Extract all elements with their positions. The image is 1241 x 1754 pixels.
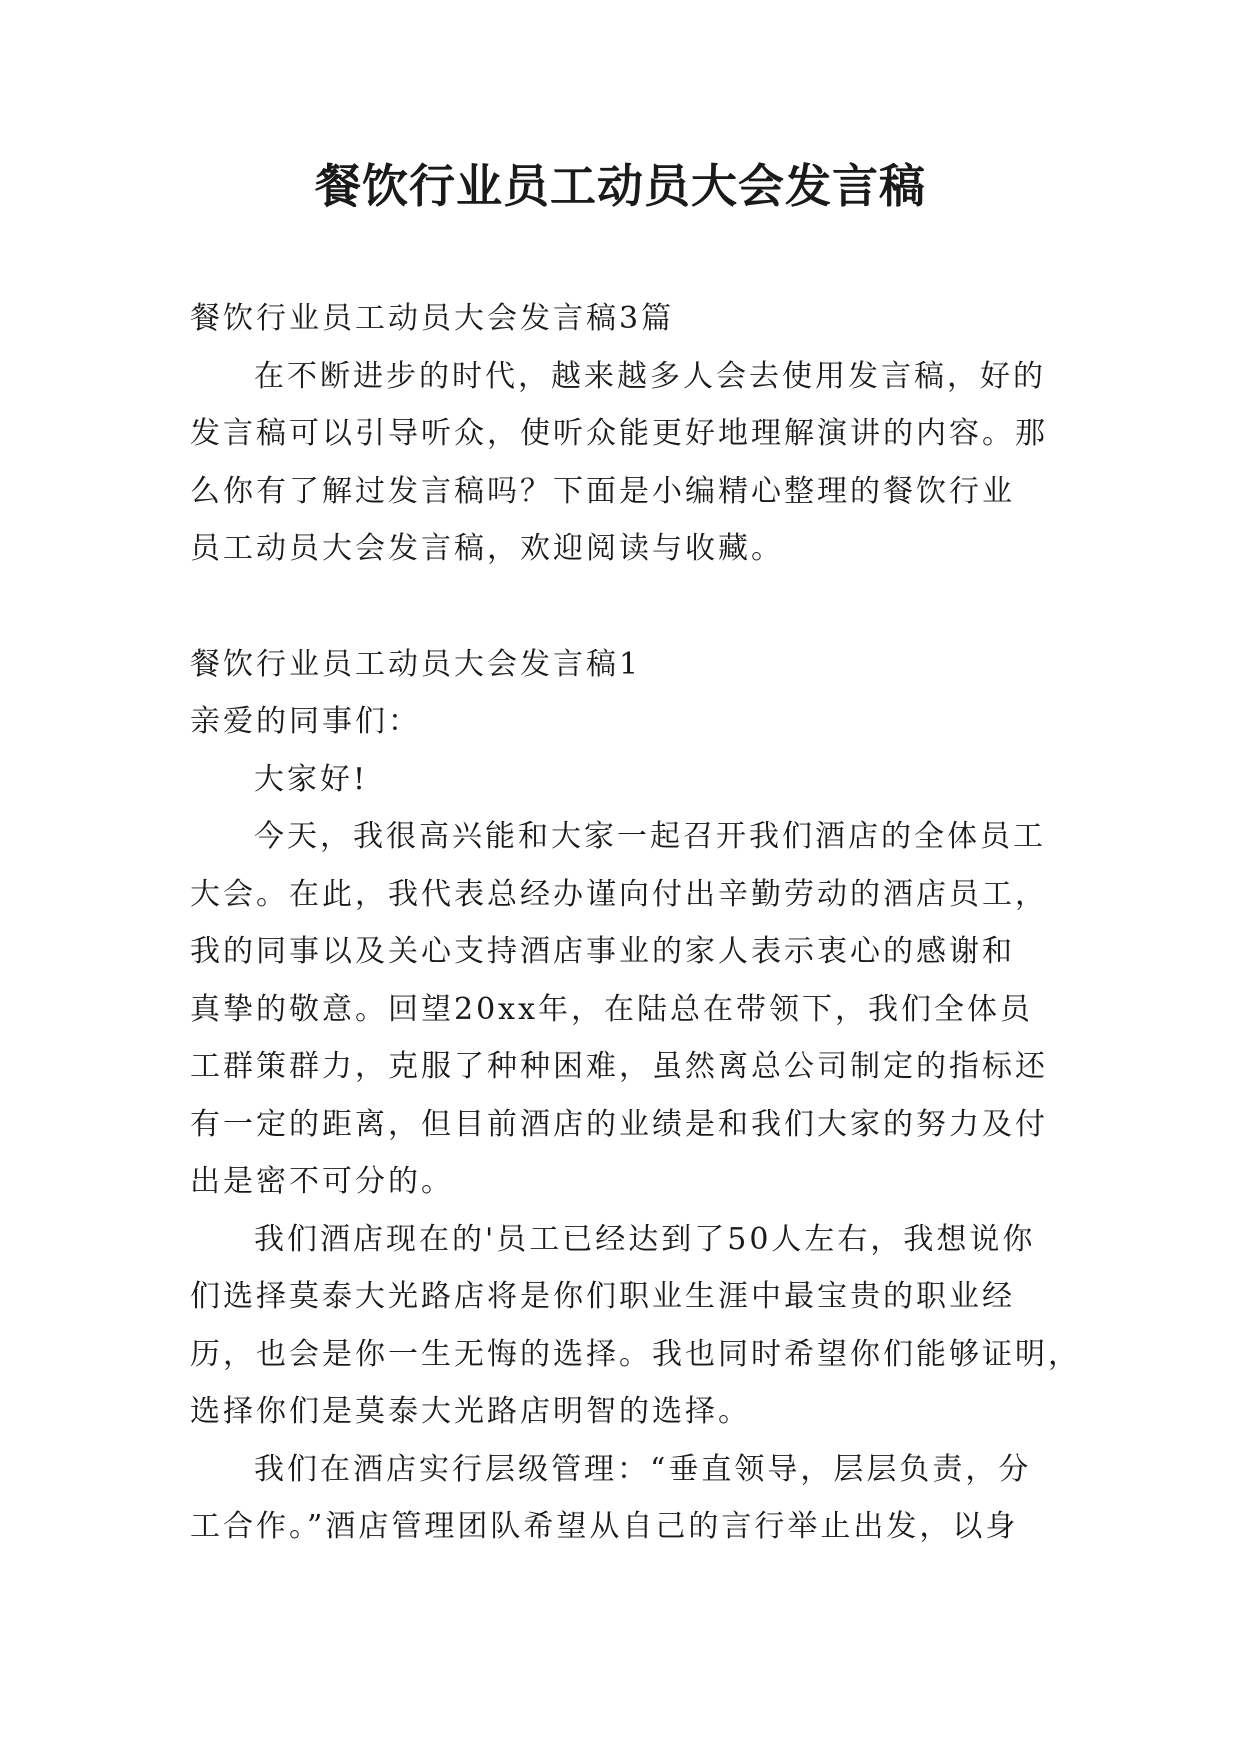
paragraph-line: 今天，我很高兴能和大家一起召开我们酒店的全体员工 <box>254 819 1046 854</box>
section-spacer <box>190 578 1065 636</box>
paragraph-line: 发言稿可以引导听众，使听众能更好地理解演讲的内容。那 <box>190 416 1048 451</box>
document-body <box>190 290 1081 1556</box>
paragraph-line: 出是密不可分的。 <box>190 1164 454 1199</box>
paragraph-line: 大会。在此，我代表总经办谨向付出辛勤劳动的酒店员工， <box>190 876 1048 912</box>
paragraph-line: 选择你们是莫泰大光路店明智的选择。 <box>190 1394 751 1429</box>
paragraph-line: 我们在酒店实行层级管理：“垂直领导，层层负责，分 <box>254 1451 1032 1487</box>
document-title: 餐饮行业员工动员大会发言稿 <box>315 159 926 213</box>
paragraph-line: 真挚的敬意。回望20xx年，在陆总在带领下，我们全体员 <box>190 991 1034 1027</box>
paragraph-line: 我们酒店现在的'员工已经达到了50人左右，我想说你 <box>254 1221 1036 1257</box>
greeting: 大家好! <box>254 761 369 797</box>
paragraph-line: 在不断进步的时代，越来越多人会去使用发言稿，好的 <box>254 358 1046 394</box>
paragraph-line: 我的同事以及关心支持酒店事业的家人表示衷心的感谢和 <box>190 934 1015 969</box>
paragraph-line: 们选择莫泰大光路店将是你们职业生涯中最宝贵的职业经 <box>190 1279 1015 1314</box>
paragraph-line: 么你有了解过发言稿吗？下面是小编精心整理的餐饮行业 <box>190 473 1015 509</box>
salutation: 亲爱的同事们： <box>190 704 421 739</box>
paragraph-line: 工群策群力，克服了种种困难，虽然离总公司制定的指标还 <box>190 1049 1048 1084</box>
paragraph-line: 工合作。”酒店管理团队希望从自己的言行举止出发，以身 <box>190 1509 1019 1544</box>
section-heading: 餐饮行业员工动员大会发言稿1 <box>190 646 642 682</box>
paragraph-line: 历，也会是你一生无悔的选择。我也同时希望你们能够证明， <box>190 1336 1081 1372</box>
paragraph-line: 员工动员大会发言稿，欢迎阅读与收藏。 <box>190 531 784 566</box>
subtitle-line: 餐饮行业员工动员大会发言稿3篇 <box>190 301 675 336</box>
paragraph-line: 有一定的距离，但目前酒店的业绩是和我们大家的努力及付 <box>190 1106 1048 1142</box>
